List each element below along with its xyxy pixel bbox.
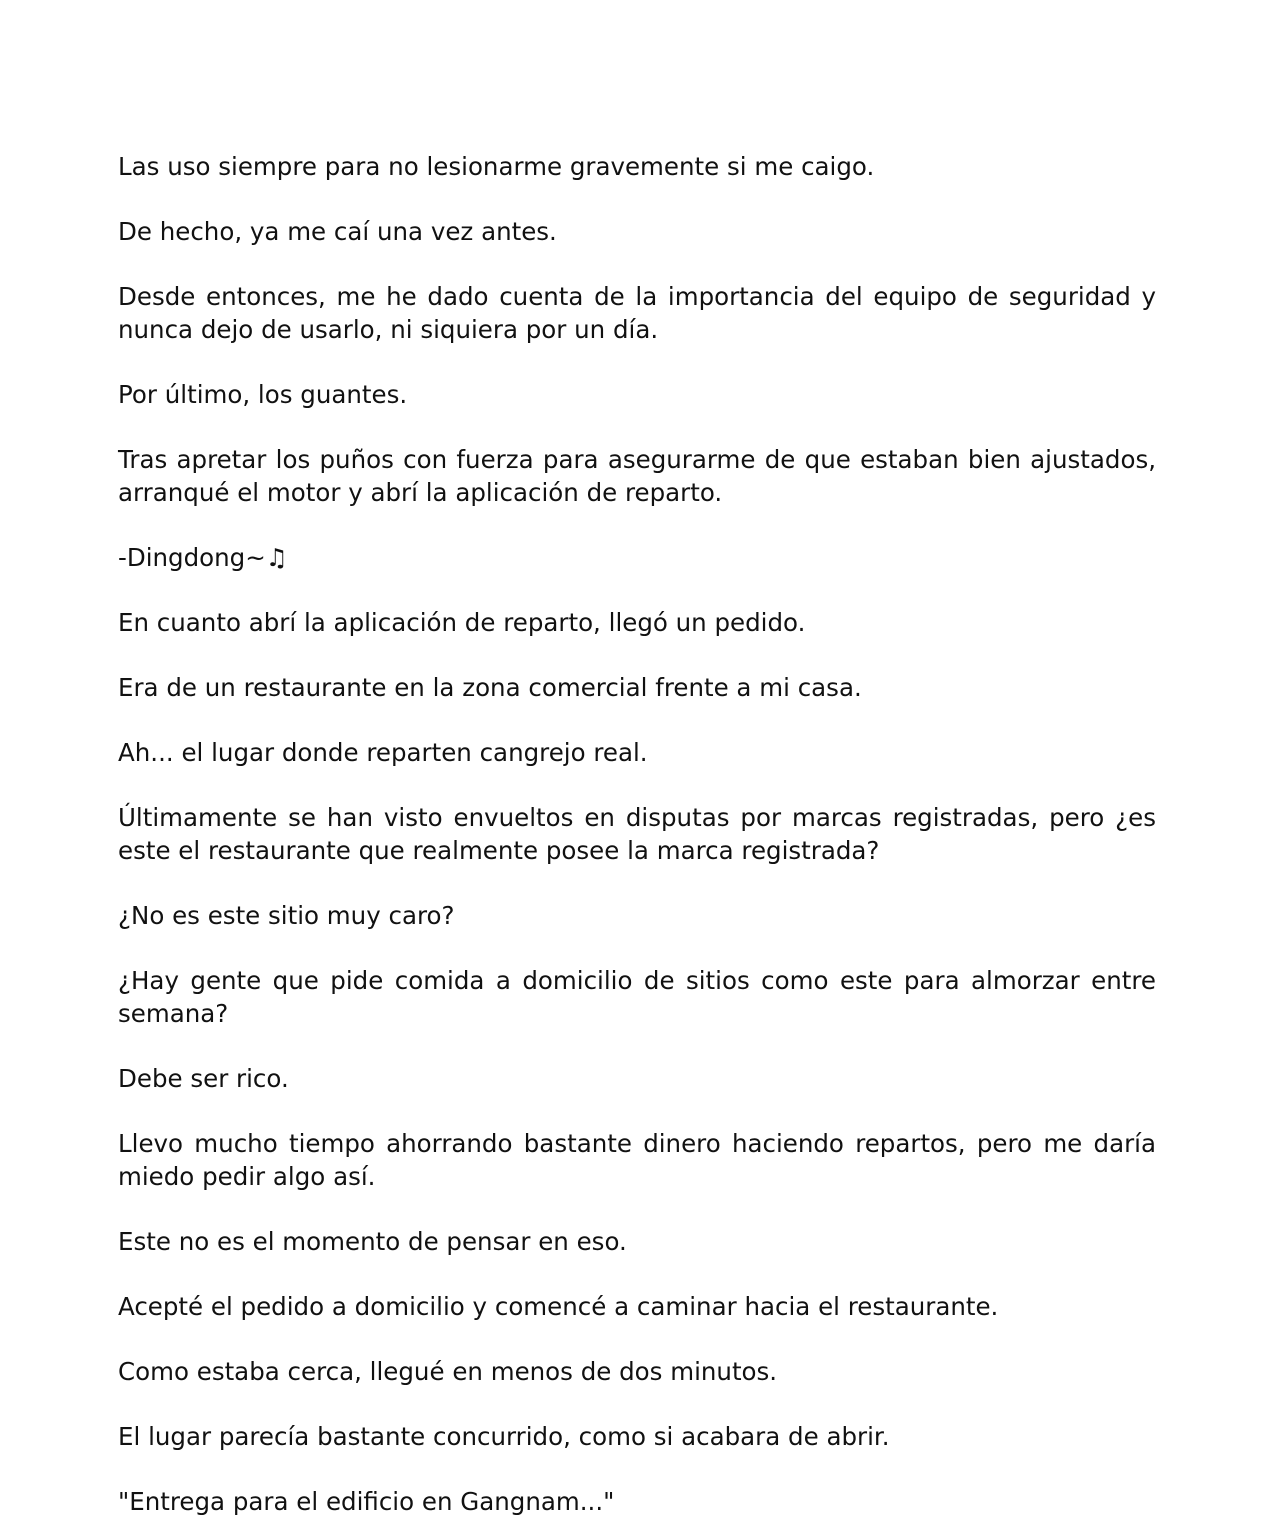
paragraph: Por último, los guantes. xyxy=(118,380,408,409)
paragraph: Como estaba cerca, llegué en menos de dos minutos. xyxy=(118,1357,778,1386)
paragraph: Este no es el momento de pensar en eso. xyxy=(118,1227,627,1256)
paragraph: Acepté el pedido a domicilio y comencé a caminar hacia el restaurante. xyxy=(118,1292,999,1321)
document-page xyxy=(118,150,1156,1518)
paragraph: De hecho, ya me caí una vez antes. xyxy=(118,217,557,246)
paragraph: Desde entonces, me he dado cuenta de la importancia del equipo de seguridad y nunca dejo de usarlo, ni siquiera por un día. xyxy=(118,282,1156,344)
paragraph: ¿Hay gente que pide comida a domicilio de sitios como este para almorzar entre semana? xyxy=(118,966,1156,1028)
paragraph: "Entrega para el edificio en Gangnam..." xyxy=(118,1487,615,1516)
paragraph: Debe ser rico. xyxy=(118,1064,289,1093)
paragraph: Ah... el lugar donde reparten cangrejo real. xyxy=(118,738,648,767)
paragraph: En cuanto abrí la aplicación de reparto, llegó un pedido. xyxy=(118,608,806,637)
paragraph: Las uso siempre para no lesionarme gravemente si me caigo. xyxy=(118,152,875,181)
paragraph: Tras apretar los puños con fuerza para asegurarme de que estaban bien ajustados, arranqué el motor y abrí la aplicación de reparto. xyxy=(118,445,1156,507)
paragraph: -Dingdong~♫ xyxy=(118,543,288,572)
paragraph: El lugar parecía bastante concurrido, como si acabara de abrir. xyxy=(118,1422,890,1451)
paragraph: Últimamente se han visto envueltos en disputas por marcas registradas, pero ¿es este el restaurante que realmente posee la marca registrada? xyxy=(118,803,1156,865)
paragraph: Era de un restaurante en la zona comercial frente a mi casa. xyxy=(118,673,862,702)
paragraph: Llevo mucho tiempo ahorrando bastante dinero haciendo repartos, pero me daría miedo pedir algo así. xyxy=(118,1129,1156,1191)
paragraph: ¿No es este sitio muy caro? xyxy=(118,901,455,930)
